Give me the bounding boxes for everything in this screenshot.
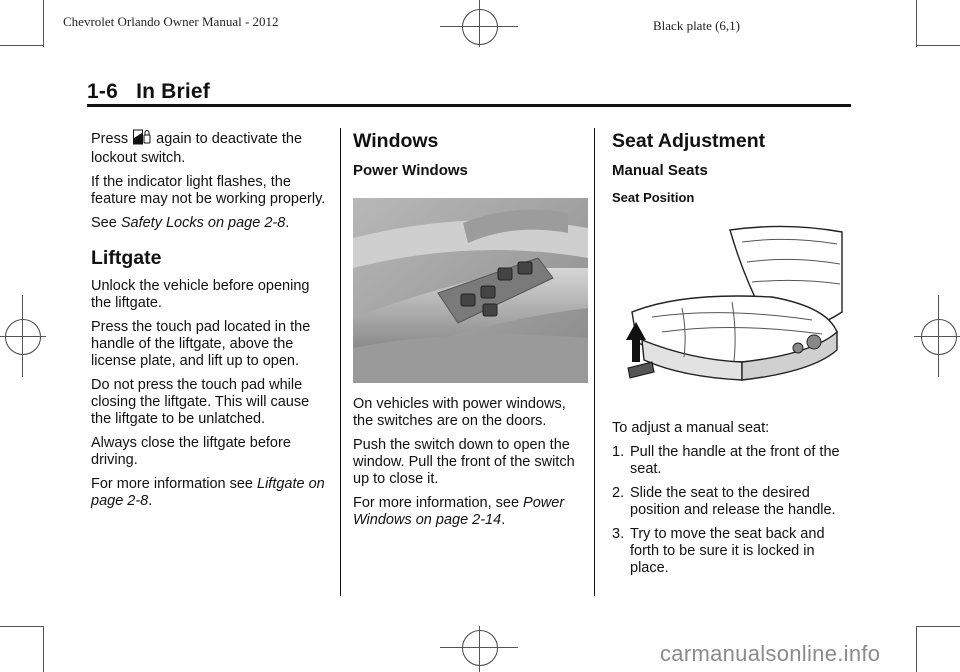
column-3 [612,129,852,207]
power-windows-link[interactable]: Power Windows on page 2-14 [353,495,565,528]
door-switch-photo [353,198,588,383]
manual-seats-subheading: Manual Seats [612,162,708,179]
running-header-left: Chevrolet Orlando Owner Manual - 2012 [63,14,279,29]
section-title: In Brief [136,80,211,103]
windows-para-1: On vehicles with power windows, the switches are on the doors. [353,396,566,429]
windows-heading: Windows [353,130,439,152]
windows-reference: For more information, see Power Windows on page 2-14. [353,495,565,528]
power-windows-subheading: Power Windows [353,162,468,179]
windows-para-2: Push the switch down to open the window. Pull the front of the switch up to close it. [353,437,575,487]
liftgate-reference: For more information see Liftgate on page 2-8. [91,476,325,509]
window-lockout-icon [133,129,151,150]
liftgate-link[interactable]: Liftgate on page 2-8 [91,476,325,509]
section-heading [87,80,210,104]
liftgate-para-4: Always close the liftgate before driving. [91,435,291,468]
liftgate-para-3: Do not press the touch pad while closing the liftgate. This will cause the liftgate to be unlatched. [91,377,310,427]
liftgate-para-1: Unlock the vehicle before opening the liftgate. [91,278,310,311]
seat-steps-list [612,444,852,577]
safety-locks-reference: See Safety Locks on page 2-8. [91,215,290,231]
seat-adjustment-heading: Seat Adjustment [612,130,766,152]
column-2 [353,129,591,181]
column-1 [91,129,331,517]
column-2-body [353,396,585,536]
watermark-text: carmanualsonline.info [660,641,881,666]
lockout-paragraph: Press again to deactivate the lockout switch. [91,131,303,166]
seat-intro: To adjust a manual seat: [612,420,770,436]
safety-locks-link[interactable]: Safety Locks on page 2-8 [120,215,286,231]
section-number: 1-6 [87,80,118,103]
liftgate-heading: Liftgate [91,247,162,269]
list-item: 2. Slide the seat to the desired position and release the handle. [612,485,836,518]
column-divider-2 [594,128,595,596]
liftgate-para-2: Press the touch pad located in the handle of the liftgate, above the license plate, and lift up to open. [91,319,311,369]
list-item: 1. Pull the handle at the front of the seat. [612,444,840,477]
running-header-right: Black plate (6,1) [653,18,740,33]
manual-seat-illustration [612,222,844,402]
indicator-paragraph: If the indicator light flashes, the feature may not be working properly. [91,174,326,207]
column-3-body [612,420,852,584]
list-item: 3. Try to move the seat back and forth to be sure it is locked in place. [612,526,825,576]
column-divider-1 [340,128,341,596]
header-rule [87,104,851,107]
seat-position-subheading: Seat Position [612,190,695,205]
